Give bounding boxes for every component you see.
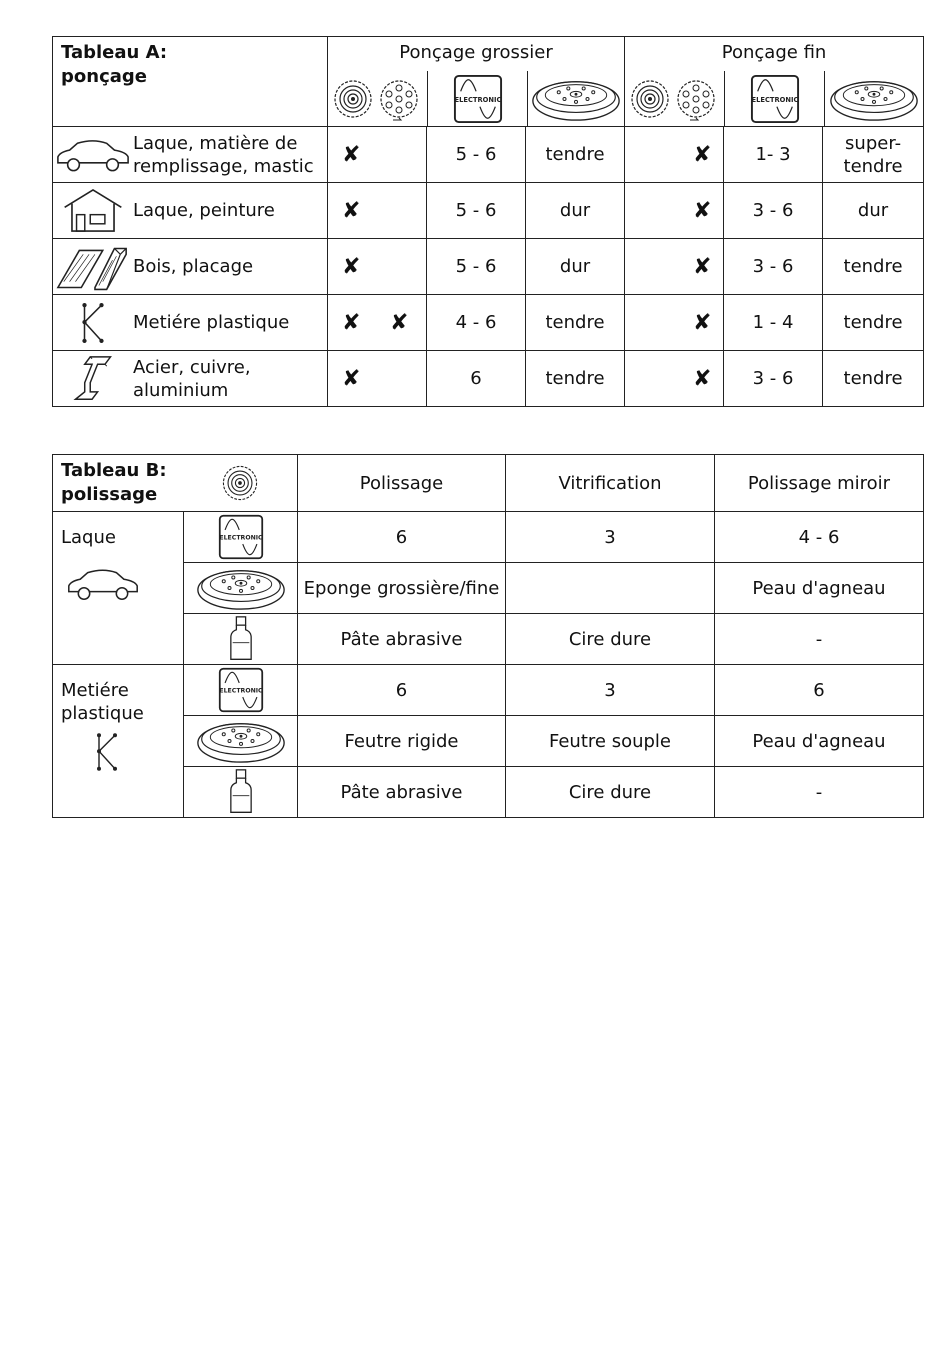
fine-pad: dur	[823, 183, 924, 239]
group-label-line2: plastique	[61, 703, 144, 724]
table-row	[53, 127, 924, 183]
group-label: Laque	[61, 527, 116, 548]
value-cell: Peau d'agneau	[715, 563, 924, 614]
coarse-speed: 4 - 6	[427, 295, 526, 351]
steel-beam-icon	[53, 354, 133, 404]
value-cell: Feutre souple	[506, 716, 715, 767]
table-row	[53, 716, 924, 767]
coarse-disc-marks	[328, 127, 427, 183]
table-b-title-line2: polissage	[61, 484, 158, 505]
electronic-icon	[724, 71, 824, 126]
value-cell: 6	[298, 665, 506, 716]
table-b-title-line1: Tableau B:	[61, 460, 167, 481]
fine-disc-marks	[625, 183, 724, 239]
header-disc-cell	[184, 455, 298, 512]
row-icon-cell	[184, 614, 298, 665]
fine-pad-line1: super-	[845, 132, 902, 154]
table-row	[53, 767, 924, 818]
table-a-title-line2: ponçage	[61, 66, 147, 87]
material-label: Bois, placage	[133, 256, 254, 277]
check-mark: ✘	[342, 366, 361, 391]
coarse-pad: tendre	[526, 127, 625, 183]
coarse-disc-marks	[328, 183, 427, 239]
backing-pad-icon	[824, 71, 923, 126]
table-row	[53, 239, 924, 295]
value-cell: 4 - 6	[715, 512, 924, 563]
value-cell: Pâte abrasive	[298, 767, 506, 818]
check-mark: ✘	[693, 366, 712, 391]
coarse-speed: 5 - 6	[427, 239, 526, 295]
disc-type-icon	[625, 71, 724, 126]
fine-disc-marks	[625, 295, 724, 351]
column-header: Polissage	[298, 455, 506, 512]
table-a	[52, 36, 924, 407]
table-row	[53, 512, 924, 563]
coarse-pad: dur	[526, 239, 625, 295]
value-cell: 3	[506, 512, 715, 563]
material-label-line2: aluminium	[133, 379, 229, 401]
table-row	[53, 351, 924, 407]
table-b-title	[53, 455, 184, 512]
car-icon	[53, 135, 133, 175]
group-coarse-header	[328, 37, 625, 127]
backing-pad-icon	[184, 717, 297, 765]
wood-icon	[53, 242, 133, 292]
check-mark: ✘	[693, 198, 712, 223]
fine-disc-marks	[625, 239, 724, 295]
bottle-icon	[184, 768, 297, 816]
material-cell	[53, 351, 328, 407]
material-cell	[53, 127, 328, 183]
check-mark: ✘	[693, 142, 712, 167]
coarse-speed: 6	[427, 351, 526, 407]
check-mark: ✘	[342, 254, 361, 279]
coarse-pad: dur	[526, 183, 625, 239]
check-mark: ✘	[390, 310, 409, 335]
table-row	[53, 614, 924, 665]
value-cell: 6	[715, 665, 924, 716]
fine-speed: 3 - 6	[724, 239, 823, 295]
backing-pad-icon	[527, 71, 624, 126]
fine-speed: 1 - 4	[724, 295, 823, 351]
table-row	[53, 183, 924, 239]
group-label-cell	[53, 665, 184, 818]
group-coarse-label: Ponçage grossier	[399, 42, 553, 63]
check-mark: ✘	[342, 198, 361, 223]
check-mark: ✘	[693, 310, 712, 335]
coarse-speed: 5 - 6	[427, 183, 526, 239]
fine-pad: tendre	[823, 239, 924, 295]
bottle-icon	[184, 615, 297, 663]
coarse-disc-marks	[328, 351, 427, 407]
fine-disc-marks	[625, 127, 724, 183]
material-cell	[53, 295, 328, 351]
value-cell: Cire dure	[506, 767, 715, 818]
fine-speed: 3 - 6	[724, 351, 823, 407]
house-icon	[53, 186, 133, 236]
electronic-icon	[184, 514, 297, 560]
fine-pad: tendre	[823, 351, 924, 407]
column-header: Vitrification	[506, 455, 715, 512]
row-icon-cell	[184, 563, 298, 614]
group-label: Metiére	[61, 680, 129, 701]
value-cell: 3	[506, 665, 715, 716]
table-row	[53, 563, 924, 614]
row-icon-cell	[184, 716, 298, 767]
backing-pad-icon	[184, 564, 297, 612]
value-cell: -	[715, 614, 924, 665]
table-row	[53, 295, 924, 351]
car-icon	[65, 565, 175, 603]
value-cell: -	[715, 767, 924, 818]
table-b	[52, 454, 924, 818]
polishing-disc-icon	[184, 460, 298, 506]
electronic-icon	[184, 667, 297, 713]
coarse-pad: tendre	[526, 295, 625, 351]
table-row	[53, 665, 924, 716]
fine-speed: 3 - 6	[724, 183, 823, 239]
fine-pad	[823, 127, 924, 183]
coarse-disc-marks	[328, 295, 427, 351]
row-icon-cell	[184, 767, 298, 818]
table-a-title	[53, 37, 328, 127]
electronic-icon	[427, 71, 527, 126]
value-cell: Cire dure	[506, 614, 715, 665]
value-cell: Feutre rigide	[298, 716, 506, 767]
group-fine-label: Ponçage fin	[721, 42, 827, 63]
material-label: Metiére plastique	[133, 312, 290, 333]
material-label: Laque, matière de	[133, 132, 298, 154]
disc-type-icon	[328, 71, 427, 126]
coarse-disc-marks	[328, 239, 427, 295]
value-cell: Eponge grossière/fine	[298, 563, 506, 614]
plastic-icon	[53, 300, 133, 346]
material-label-line2: remplissage, mastic	[133, 155, 314, 177]
coarse-speed: 5 - 6	[427, 127, 526, 183]
material-cell	[53, 239, 328, 295]
value-cell: Peau d'agneau	[715, 716, 924, 767]
row-icon-cell	[184, 512, 298, 563]
material-cell	[53, 183, 328, 239]
fine-pad: tendre	[823, 295, 924, 351]
material-label: Laque, peinture	[133, 200, 275, 221]
fine-disc-marks	[625, 351, 724, 407]
value-cell	[506, 563, 715, 614]
row-icon-cell	[184, 665, 298, 716]
check-mark: ✘	[342, 142, 361, 167]
group-label-cell	[53, 512, 184, 665]
plastic-icon	[91, 729, 175, 775]
group-fine-header	[625, 37, 924, 127]
value-cell: 6	[298, 512, 506, 563]
table-a-title-line1: Tableau A:	[61, 42, 168, 63]
fine-pad-line2: tendre	[843, 155, 903, 177]
coarse-pad: tendre	[526, 351, 625, 407]
material-label: Acier, cuivre,	[133, 356, 251, 378]
check-mark: ✘	[342, 310, 361, 335]
fine-speed: 1- 3	[724, 127, 823, 183]
value-cell: Pâte abrasive	[298, 614, 506, 665]
column-header: Polissage miroir	[715, 455, 924, 512]
check-mark: ✘	[693, 254, 712, 279]
